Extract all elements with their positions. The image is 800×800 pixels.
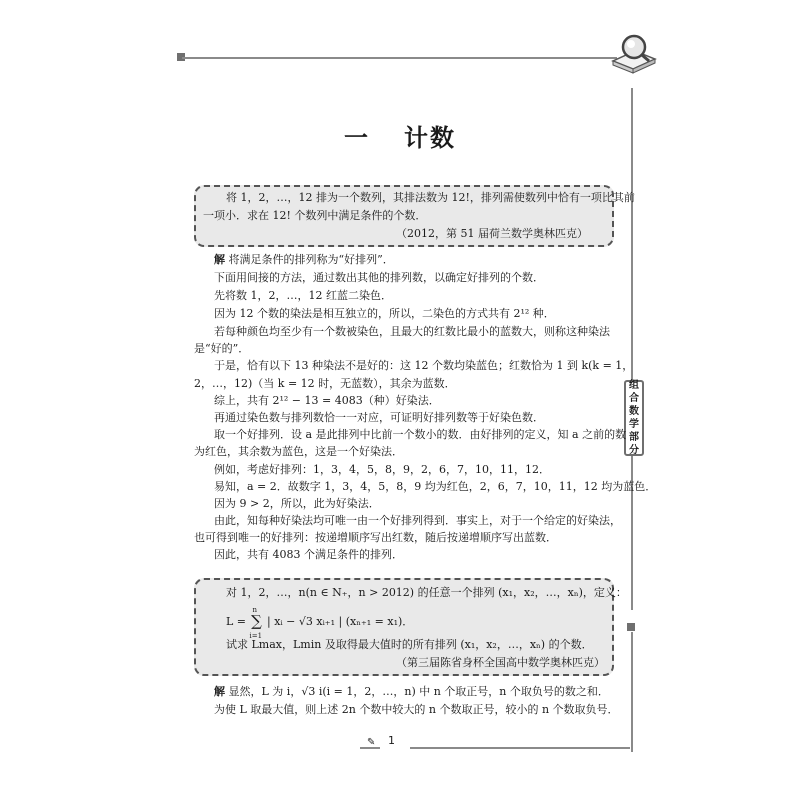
- solution-line: 是“好的”．: [194, 342, 250, 355]
- frame-top-line: [182, 57, 617, 59]
- chapter-title: 计数: [404, 124, 456, 152]
- solution-line: 取一个好排列．设 a 是此排列中比前一个数小的数．由好排列的定义，知 a 之前的数: [214, 428, 627, 441]
- solution-line: 易知，a = 2．故数字 1，3，4，5，8，9 均为红色，2，6，7，10，11，12 均为蓝色．: [214, 480, 657, 493]
- problem-source: （第三届陈省身杯全国高中数学奥林匹克）: [396, 656, 605, 669]
- solution-line: [214, 684, 609, 700]
- frame-right-line: [631, 452, 633, 610]
- solution-line: [214, 252, 394, 268]
- formula-lhs: L =: [226, 615, 247, 628]
- solution-text: 显然，L 为 i，√3 i(i = 1，2，…，n) 中 n 个取正号，n 个取负号的数之和．: [228, 685, 609, 698]
- problem-source: （2012，第 51 届荷兰数学奥林匹克）: [396, 227, 588, 240]
- solution-line: 于是，恰有以下 13 种染法不是好的：这 12 个数均染蓝色；红数恰为 1 到 k(k = 1，: [214, 359, 634, 372]
- side-tab-char: 分: [629, 445, 639, 456]
- solution-line: 也可得到唯一的好排列：按递增顺序写出红数，随后按递增顺序写出蓝数．: [194, 531, 557, 544]
- chapter-number: 一: [344, 124, 370, 152]
- solution-line: 为红色，其余数为蓝色，这是一个好染法．: [194, 445, 403, 458]
- solution-line: 2，…，12)（当 k = 12 时，无蓝数），其余为蓝数．: [194, 377, 456, 390]
- magnifier-book-icon: [609, 31, 659, 75]
- solution-line: 由此，知每种好染法均可唯一由一个好排列得到．事实上，对于一个给定的好染法，: [214, 514, 621, 527]
- solution-line: 再通过染色数与排列数恰一一对应，可证明好排列数等于好染色数．: [214, 411, 544, 424]
- frame-right-line: [631, 632, 633, 752]
- side-tab-char: 部: [629, 432, 639, 443]
- frame-bottom-line: [410, 747, 630, 749]
- side-tab-char: 数: [629, 406, 639, 417]
- solution-line: 综上，共有 2¹² − 13 = 4083（种）好染法．: [214, 394, 440, 407]
- solution-label: 解: [214, 685, 225, 698]
- solution-line: 因为 12 个数的染法是相互独立的，所以，二染色的方式共有 2¹² 种．: [214, 307, 555, 320]
- problem-text-line: 对 1，2，…，n(n ∈ N₊，n > 2012) 的任意一个排列 (x₁，x₂，…，xₙ)，定义：: [226, 586, 627, 599]
- solution-line: 因此，共有 4083 个满足条件的排列．: [214, 548, 403, 561]
- problem-text-line: 一项小．求在 12! 个数列中满足条件的个数．: [203, 209, 427, 222]
- solution-line: 下面用间接的方法，通过数出其他的排列数，以确定好排列的个数．: [214, 271, 544, 284]
- solution-line: 因为 9 > 2，所以，此为好染法．: [214, 497, 380, 510]
- solution-line: 若每种颜色均至少有一个数被染色，且最大的红数比最小的蓝数大，则称这种染法: [214, 325, 610, 338]
- solution-line: 例如，考虑好排列：1，3，4，5，8，9，2，6，7，10，11，12．: [214, 463, 550, 476]
- sum-lower: i=1: [249, 632, 263, 640]
- problem-text-line: 将 1，2，…，12 排为一个数列，其排法数为 12!，排列需使数列中恰有一项比其前: [226, 191, 635, 204]
- chapter-heading: [0, 118, 800, 153]
- formula-body: | xᵢ − √3 xᵢ₊₁ | (xₙ₊₁ = x₁)．: [267, 615, 414, 628]
- sum-upper: n: [252, 606, 258, 614]
- page-number: 1: [388, 734, 395, 747]
- problem-text-line: 试求 Lmax，Lmin 及取得最大值时的所有排列 (x₁，x₂，…，xₙ) 的个数．: [226, 638, 593, 651]
- side-tab-char: 组: [629, 380, 639, 391]
- formula-line: [226, 606, 414, 640]
- section-side-tab: [624, 380, 644, 456]
- sum-symbol: n ∑ i=1: [250, 613, 264, 631]
- solution-label: 解: [214, 253, 225, 266]
- pen-icon: ✎: [367, 737, 376, 748]
- side-tab-char: 合: [629, 393, 639, 404]
- solution-text: 将满足条件的排列称为“好排列”．: [228, 253, 394, 266]
- solution-line: 先将数 1，2，…，12 红蓝二染色．: [214, 289, 392, 302]
- solution-line: 为使 L 取最大值，则上述 2n 个数中较大的 n 个数取正号，较小的 n 个数取负号．: [214, 703, 619, 716]
- side-tab-char: 学: [629, 419, 639, 430]
- frame-right-square: [627, 623, 635, 631]
